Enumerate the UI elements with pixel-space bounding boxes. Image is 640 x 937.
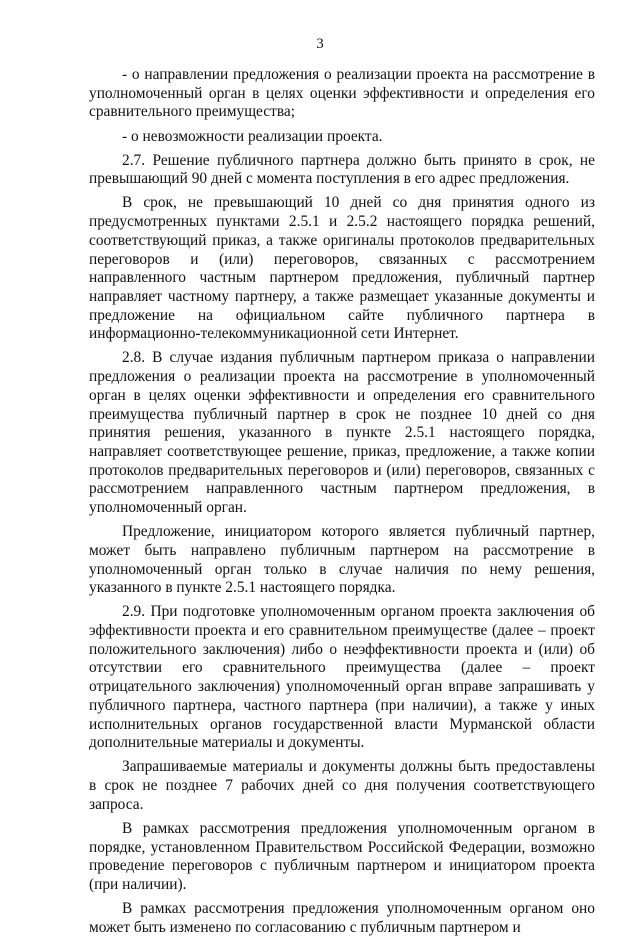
page-number: 3	[316, 36, 324, 52]
paragraph: - о направлении предложения о реализации проекта на рассмотрение в уполномоченный орган в целях оценки эффективности и определения его сравнительного преимущества;	[89, 66, 595, 121]
paragraph: В рамках рассмотрения предложения уполномоченным органом в порядке, установленном Правительством Российской Федерации, возможно проведение переговоров с публичным партнером и инициатором проекта (при наличии).	[89, 819, 595, 893]
paragraph: Запрашиваемые материалы и документы должны быть предоставлены в срок не позднее 7 рабочих дней со дня получения соответствующего запроса.	[89, 758, 595, 813]
paragraph: В срок, не превышающий 10 дней со дня принятия одного из предусмотренных пунктами 2.5.1 и 2.5.2 настоящего порядка решений, соответствующий приказ, а также оригиналы протоколов предварительных переговоров и (или) переговоров, связанных с рассмотрением направленного частным партнером предложения, публичный партнер направляет частному партнеру, а также размещает указанные документы и предложение на официальном сайте публичного партнера в информационно-телекоммуникационной сети Интернет.	[89, 194, 595, 343]
paragraph: Предложение, инициатором которого является публичный партнер, может быть направлено публичным партнером на рассмотрение в уполномоченный орган только в случае наличия по нему решения, указанного в пункте 2.5.1 настоящего порядка.	[89, 523, 595, 597]
paragraph: 2.8. В случае издания публичным партнером приказа о направлении предложения о реализации проекта на рассмотрение в уполномоченный орган в целях оценки эффективности и определения его сравнительного преимущества публичный партнер в срок не позднее 10 дней со дня принятия решения, указанного в пункте 2.5.1 настоящего порядка, направляет соответствующее решение, приказ, предложение, а также копии протоколов предварительных переговоров и (или) переговоров, связанных с рассмотрением направленного частным партнером предложения, в уполномоченный орган.	[89, 349, 595, 517]
paragraph: - о невозможности реализации проекта.	[122, 127, 383, 145]
paragraph: В рамках рассмотрения предложения уполномоченным органом оно может быть изменено по согласованию с публичным партнером и	[89, 900, 595, 936]
document-body	[89, 66, 595, 937]
paragraph: 2.7. Решение публичного партнера должно быть принято в срок, не превышающий 90 дней с момента поступления в его адрес предложения.	[89, 151, 595, 188]
paragraph: 2.9. При подготовке уполномоченным органом проекта заключения об эффективности проекта и его сравнительном преимуществе (далее – проект положительного заключения) либо о неэффективности проекта и (или) об отсутствии его сравнительного преимущества (далее – проект отрицательного заключения) уполномоченный орган вправе запрашивать у публичного партнера, частного партнера (при наличии), а также у иных исполнительных органов государственной власти Мурманской области дополнительные материалы и документы.	[89, 603, 595, 752]
